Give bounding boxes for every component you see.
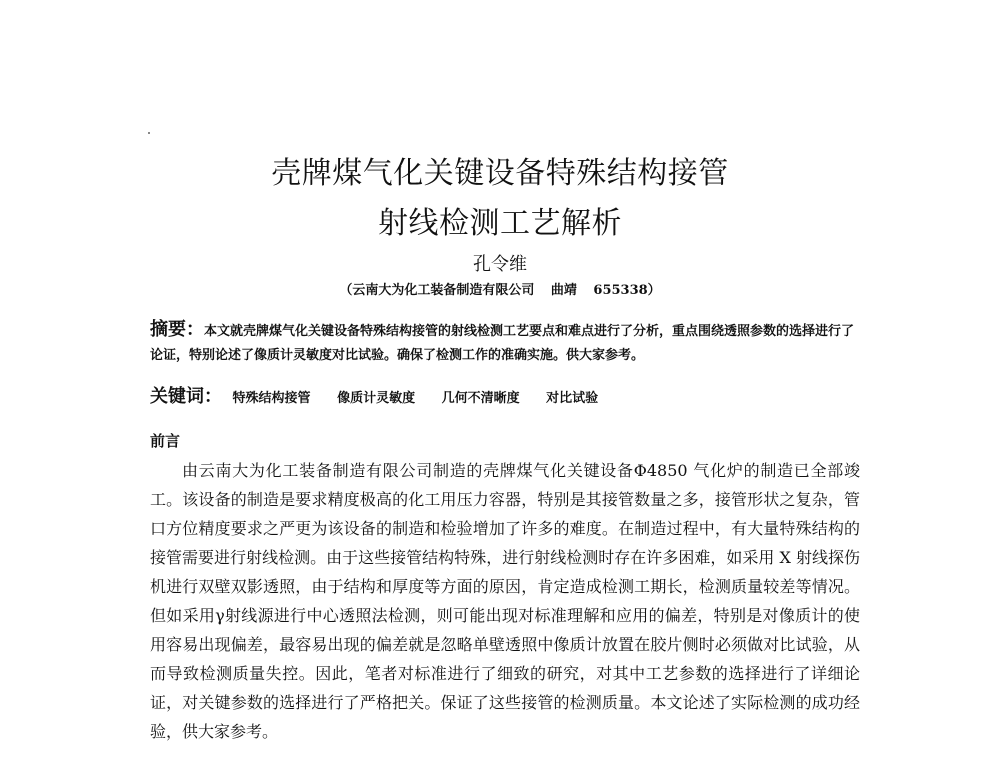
- keyword-item: 像质计灵敏度: [337, 391, 416, 406]
- affiliation-postcode: 655338）: [593, 283, 661, 298]
- body-paragraph: 由云南大为化工装备制造有限公司制造的壳牌煤气化关键设备Φ4850 气化炉的制造已全部竣工。该设备的制造是要求精度极高的化工用压力容器，特别是其接管数量之多，接管形状之复杂，管口方位精度要求之严更为该设备的制造和检验增加了许多的难度。在制造过程中，有大量特殊结构的接管需要进行射线检测。由于这些接管结构特殊，进行射线检测时存在许多困难，如采用 X 射线探伤机进行双壁双影透照，由于结构和厚度等方面的原因，肯定造成检测工期长，检测质量较差等情况。但如采用γ射线源进行中心透照法检测，则可能出现对标准理解和应用的偏差，特别是对像质计的使用容易出现偏差，最容易出现的偏差就是忽略单壁透照中像质计放置在胶片侧时必须做对比试验，从而导致检测质量失控。因此，笔者对标准进行了细致的研究，对其中工艺参数的选择进行了详细论证，对关键参数的选择进行了严格把关。保证了这些接管的检测质量。本文论述了实际检测的成功经验，供大家参考。: [150, 461, 860, 741]
- title-line-2: 射线检测工艺解析: [378, 206, 622, 241]
- keywords: [150, 382, 860, 408]
- abstract-label: 摘要：: [150, 319, 204, 340]
- title-line-1: 壳牌煤气化关键设备特殊结构接管: [271, 156, 729, 191]
- abstract: [150, 318, 860, 368]
- section-heading: 前言: [150, 432, 181, 450]
- keywords-label: 关键词：: [150, 386, 222, 407]
- affiliation: [0, 279, 1000, 298]
- keyword-item: 对比试验: [546, 391, 599, 406]
- keyword-item: 几何不清晰度: [441, 391, 520, 406]
- author-name: 孔令维: [473, 254, 527, 275]
- keyword-item: 特殊结构接管: [232, 391, 311, 406]
- scan-speck: [148, 132, 150, 134]
- abstract-text: 本文就壳牌煤气化关键设备特殊结构接管的射线检测工艺要点和难点进行了分析，重点围绕透照参数的选择进行了论证，特别论述了像质计灵敏度对比试验。确保了检测工作的准确实施。供大家参考。: [150, 324, 855, 363]
- affiliation-city: 曲靖: [550, 283, 577, 298]
- affiliation-org: （云南大为化工装备制造有限公司: [339, 283, 535, 298]
